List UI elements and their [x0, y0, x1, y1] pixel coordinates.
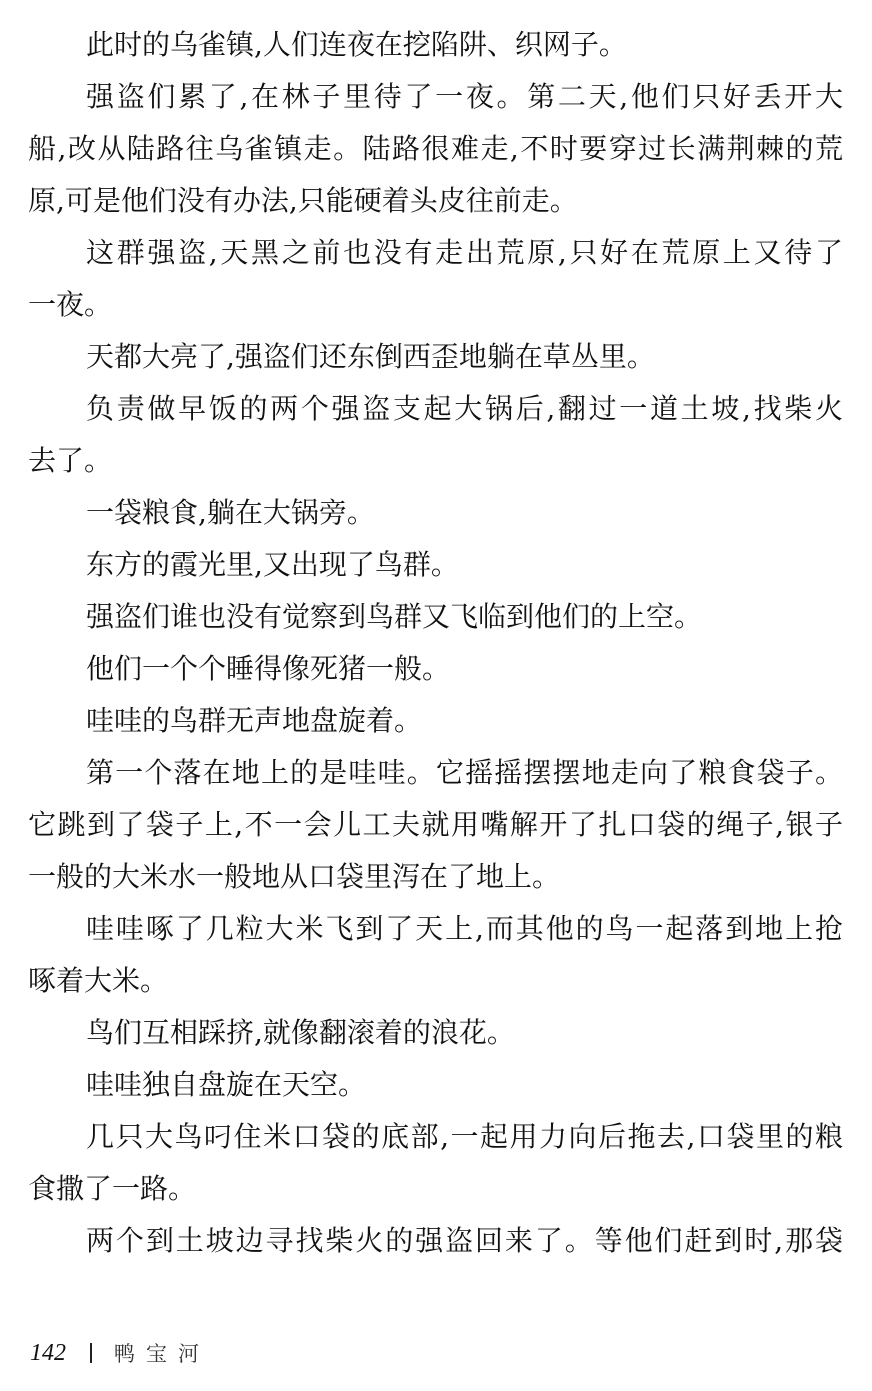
- book-title: 鸭宝河: [114, 1342, 210, 1366]
- text-line: 去了。: [28, 444, 113, 477]
- footer-divider: [90, 1343, 92, 1363]
- text-line: 食撒了一路。: [28, 1172, 197, 1205]
- page-footer: [30, 1335, 210, 1371]
- paragraph: [28, 487, 843, 539]
- page-number: 142: [30, 1339, 66, 1366]
- paragraph: [28, 331, 843, 383]
- text-line: 一袋粮食,躺在大锅旁。: [86, 496, 375, 529]
- text-line: 天都大亮了,强盗们还东倒西歪地躺在草丛里。: [86, 340, 655, 373]
- paragraph: [28, 1059, 843, 1111]
- text-line: 哇哇独自盘旋在天空。: [86, 1068, 367, 1101]
- paragraph: [28, 539, 843, 591]
- text-line: 原,可是他们没有办法,只能硬着头皮往前走。: [28, 184, 578, 217]
- text-line: 它跳到了袋子上,不一会儿工夫就用嘴解开了扎口袋的绳子,银子: [28, 808, 843, 841]
- paragraph: [28, 1111, 843, 1215]
- text-line: 负责做早饭的两个强盗支起大锅后,翻过一道土坡,找柴火: [86, 392, 843, 425]
- text-line: 啄着大米。: [28, 964, 169, 997]
- text-line: 几只大鸟叼住米口袋的底部,一起用力向后拖去,口袋里的粮: [86, 1120, 843, 1153]
- paragraph: [28, 695, 843, 747]
- text-line: 他们一个个睡得像死猪一般。: [86, 652, 451, 685]
- text-line: 东方的霞光里,又出现了鸟群。: [86, 548, 459, 581]
- page-body: [28, 19, 843, 1267]
- paragraph: [28, 903, 843, 1007]
- paragraph: [28, 71, 843, 227]
- text-line: 两个到土坡边寻找柴火的强盗回来了。等他们赶到时,那袋: [86, 1224, 843, 1257]
- paragraph: [28, 1215, 843, 1267]
- paragraph: [28, 643, 843, 695]
- paragraph: [28, 747, 843, 903]
- text-line: 一般的大米水一般地从口袋里泻在了地上。: [28, 860, 561, 893]
- text-line: 此时的乌雀镇,人们连夜在挖陷阱、织网子。: [86, 28, 627, 61]
- text-line: 强盗们谁也没有觉察到鸟群又飞临到他们的上空。: [86, 600, 703, 633]
- paragraph: [28, 383, 843, 487]
- text-line: 这群强盗,天黑之前也没有走出荒原,只好在荒原上又待了: [86, 236, 843, 269]
- text-line: 第一个落在地上的是哇哇。它摇摇摆摆地走向了粮食袋子。: [86, 756, 843, 789]
- text-line: 鸟们互相踩挤,就像翻滚着的浪花。: [86, 1016, 515, 1049]
- paragraph: [28, 227, 843, 331]
- text-line: 哇哇的鸟群无声地盘旋着。: [86, 704, 423, 737]
- text-line: 船,改从陆路往乌雀镇走。陆路很难走,不时要穿过长满荆棘的荒: [28, 132, 843, 165]
- text-line: 强盗们累了,在林子里待了一夜。第二天,他们只好丢开大: [86, 80, 843, 113]
- text-line: 一夜。: [28, 288, 113, 321]
- paragraph: [28, 591, 843, 643]
- text-line: 哇哇啄了几粒大米飞到了天上,而其他的鸟一起落到地上抢: [86, 912, 843, 945]
- paragraph: [28, 1007, 843, 1059]
- paragraph: [28, 19, 843, 71]
